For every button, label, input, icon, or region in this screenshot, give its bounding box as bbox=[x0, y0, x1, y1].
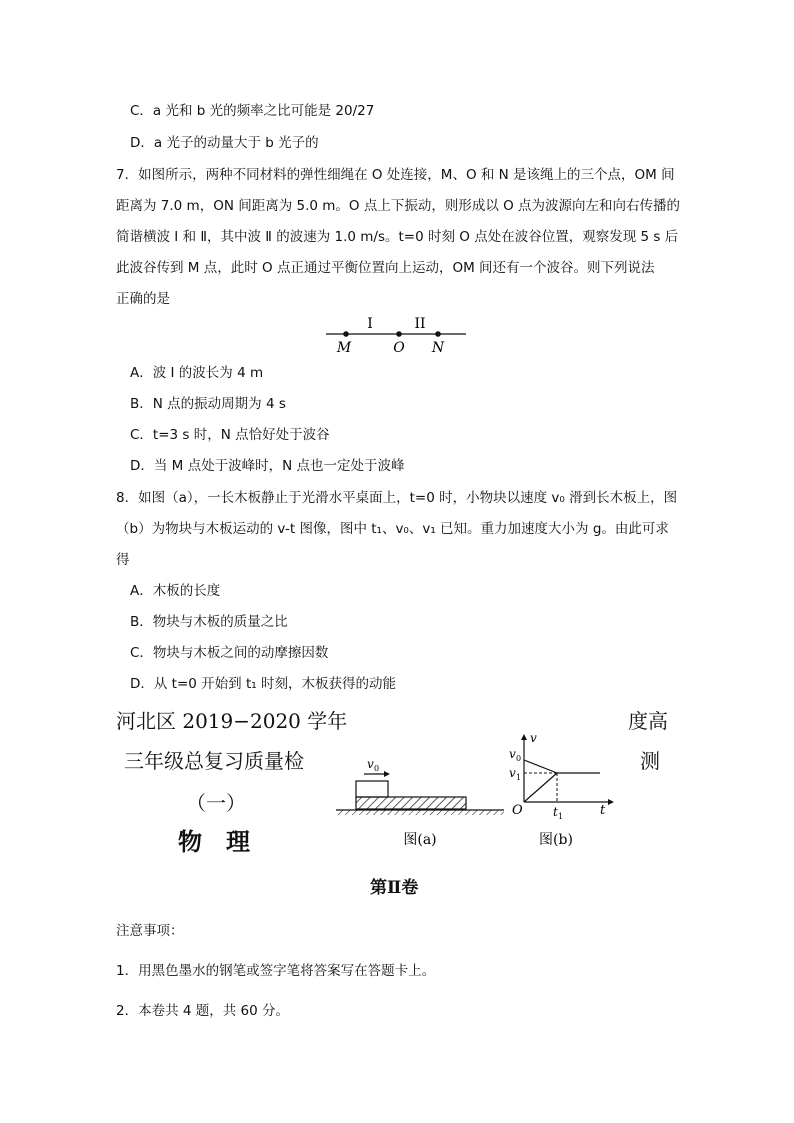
q6-option-d: D．a 光子的动量大于 b 光子的 bbox=[130, 135, 319, 151]
v-axis-arrowhead bbox=[521, 734, 527, 740]
fig-b-v0-label: v bbox=[509, 747, 516, 761]
q7-stem-line-2: 距离为 7.0 m，ON 间距离为 5.0 m。O 点上下振动，则形成以 O 点为波源向左和向右传播的 bbox=[116, 198, 681, 214]
exam-header-line-2-right: 测 bbox=[640, 749, 660, 773]
q8-option-b: B．物块与木板的质量之比 bbox=[130, 614, 288, 630]
fig-b-t1-label: t bbox=[553, 805, 558, 819]
q8-figure-a bbox=[332, 750, 508, 856]
fig-b-t-axis-label: t bbox=[600, 803, 606, 818]
q8-option-d: D．从 t=0 开始到 t₁ 时刻，木板获得的动能 bbox=[130, 676, 396, 692]
exam-subject-title: 物 理 bbox=[178, 828, 250, 856]
fig-b-t1-subscript: 1 bbox=[558, 812, 564, 821]
q8-stem-line-2: （b）为物块与木板运动的 v-t 图像，图中 t₁、v₀、v₁ 已知。重力加速度大小为 g。由此可求 bbox=[116, 521, 669, 537]
q7-option-b: B．N 点的振动周期为 4 s bbox=[130, 396, 286, 412]
q7-option-c: C．t=3 s 时，N 点恰好处于波谷 bbox=[130, 427, 330, 443]
exam-header-part: （一） bbox=[186, 791, 246, 815]
q7-stem-line-5: 正确的是 bbox=[116, 291, 170, 307]
fig-b-origin-label: O bbox=[512, 803, 523, 818]
point-m-label: M bbox=[336, 340, 352, 356]
point-o-dot bbox=[396, 331, 402, 337]
q7-stem-line-1: 7．如图所示，两种不同材料的弹性细绳在 O 处连接，M、O 和 N 是该绳上的三个点，OM 间 bbox=[116, 167, 675, 183]
q7-option-d: D．当 M 点处于波峰时，N 点也一定处于波峰 bbox=[130, 458, 405, 474]
exam-header-line-1: 河北区 2019−2020 学年 bbox=[116, 709, 348, 733]
velocity-arrowhead bbox=[384, 771, 390, 777]
block-velocity-line bbox=[524, 760, 557, 773]
point-n-label: N bbox=[431, 340, 445, 356]
q6-option-c: C．a 光和 b 光的频率之比可能是 20/27 bbox=[130, 103, 375, 119]
fig-b-v1-label: v bbox=[509, 766, 516, 780]
q8-option-c: C．物块与木板之间的动摩擦因数 bbox=[130, 645, 329, 661]
exam-header-line-1-right: 度高 bbox=[628, 709, 668, 733]
point-n-dot bbox=[435, 331, 441, 337]
fig-b-v1-subscript: 1 bbox=[516, 773, 522, 782]
fig-a-caption: 图(a) bbox=[403, 832, 437, 848]
q7-option-a: A．波 Ⅰ 的波长为 4 m bbox=[130, 365, 264, 381]
wave-i-label: I bbox=[367, 316, 373, 332]
fig-b-caption: 图(b) bbox=[539, 832, 573, 848]
fig-b-v0-subscript: 0 bbox=[516, 754, 522, 763]
q7-stem-line-4: 此波谷传到 M 点，此时 O 点正通过平衡位置向上运动，OM 间还有一个波谷。则下列说法 bbox=[116, 260, 655, 276]
q8-stem-line-3: 得 bbox=[116, 552, 130, 568]
exam-header-line-2: 三年级总复习质量检 bbox=[124, 749, 304, 773]
point-m-dot bbox=[343, 331, 349, 337]
q8-option-a: A．木板的长度 bbox=[130, 583, 221, 599]
section-title: 第Ⅱ卷 bbox=[370, 878, 419, 898]
small-block bbox=[356, 781, 388, 797]
board-velocity-line bbox=[524, 773, 557, 802]
notice-item-2: 2．本卷共 4 题，共 60 分。 bbox=[116, 1003, 290, 1019]
q8-figure-b bbox=[504, 730, 616, 856]
wave-ii-label: II bbox=[414, 316, 426, 332]
table-hatch bbox=[336, 810, 504, 815]
q7-stem-line-3: 简谐横波 Ⅰ 和 Ⅱ，其中波 Ⅱ 的波速为 1.0 m/s。t=0 时刻 O 点处在波谷位置，观察发现 5 s 后 bbox=[116, 229, 679, 245]
long-board bbox=[356, 797, 466, 809]
q8-stem-line-1: 8．如图（a），一长木板静止于光滑水平桌面上，t=0 时，小物块以速度 v₀ 滑到长木板上，图 bbox=[116, 490, 678, 506]
q7-rope-figure bbox=[320, 314, 470, 358]
t-axis-arrowhead bbox=[608, 799, 614, 805]
fig-a-v0-label: v bbox=[367, 757, 374, 771]
notice-item-1: 1．用黑色墨水的钢笔或签字笔将答案写在答题卡上。 bbox=[116, 963, 436, 979]
point-o-label: O bbox=[393, 340, 405, 356]
notice-heading: 注意事项： bbox=[116, 923, 184, 939]
fig-b-v-axis-label: v bbox=[530, 731, 537, 745]
fig-a-v0-subscript: 0 bbox=[374, 764, 380, 773]
